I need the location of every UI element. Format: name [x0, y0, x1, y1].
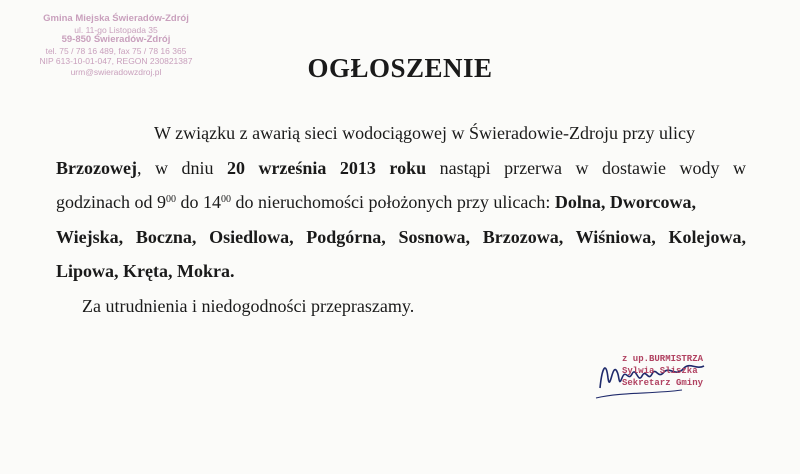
paragraph-text: do 14	[175, 192, 221, 212]
signature-line: Sekretarz Gminy	[622, 378, 704, 388]
stamp-line: 59-850 Świeradów-Zdrój	[61, 34, 171, 45]
paragraph-text: W związku z awarią sieci wodociągowej w Świeradowie-Zdroju przy ulicy	[154, 123, 695, 143]
stamp-line: tel. 75 / 78 16 489, fax 75 / 78 16 365	[45, 45, 187, 56]
signature-line: Sylwia Sliszka	[622, 366, 698, 376]
street-list: Wiejska, Boczna, Osiedlowa, Podgórna, Sosnowa, Brzozowa, Wiśniowa, Kolejowa,	[56, 226, 746, 247]
outage-date: 20 września 2013 roku	[226, 157, 427, 178]
stamp-line: NIP 613-10-01-047, REGON 230821387	[39, 56, 193, 66]
street-list: Lipowa, Kręta, Mokra.	[56, 261, 235, 281]
announcement-body	[56, 116, 746, 323]
paragraph-line	[56, 116, 746, 151]
stamp-line: urm@swieradowzdroj.pl	[70, 66, 162, 77]
page-title: OGŁOSZENIE	[307, 53, 493, 83]
paragraph-line	[56, 151, 746, 186]
street-name: Brzozowej	[56, 157, 137, 178]
time-minutes: 00	[220, 194, 231, 205]
signature-stamp	[622, 353, 703, 389]
stamp-line: ul. 11-go Listopada 35	[74, 24, 158, 35]
street-list: Dolna, Dworcowa,	[554, 192, 697, 212]
apology-line: Za utrudnienia i niedogodności przepraszamy.	[82, 295, 415, 316]
paragraph-text: do nieruchomości położonych przy ulicach:	[230, 192, 555, 212]
paragraph-line	[56, 254, 746, 289]
paragraph-text: , w dniu	[136, 157, 227, 178]
paragraph-line	[56, 185, 746, 220]
stamp-line: Gmina Miejska Świeradów-Zdrój	[43, 13, 189, 24]
signature-line: z up.BURMISTRZA	[622, 354, 704, 364]
paragraph-text: godzinach od 9	[56, 192, 166, 212]
paragraph-line	[56, 220, 746, 255]
time-minutes: 00	[165, 194, 176, 205]
paragraph-text: nastąpi przerwa w dostawie wody w	[426, 157, 747, 178]
